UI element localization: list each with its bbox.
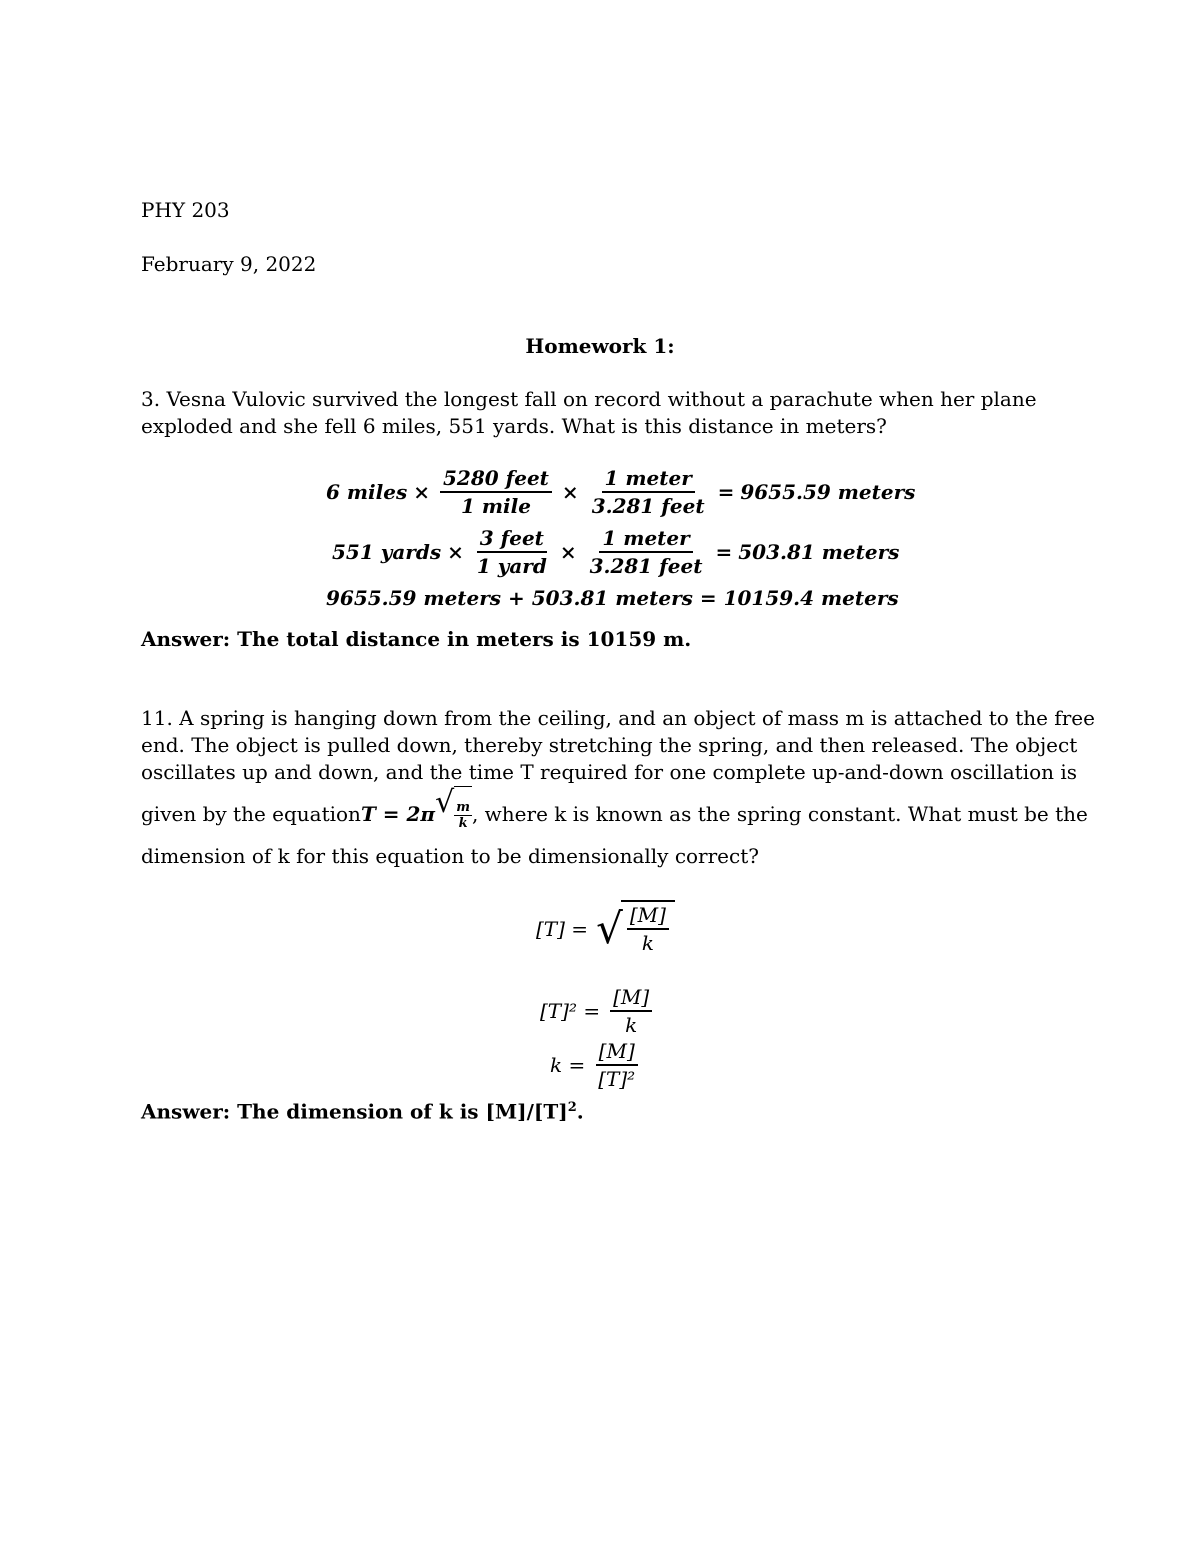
p11-eq3-fraction — [595, 1038, 638, 1092]
p11-eq2-numerator: [M] — [610, 984, 652, 1012]
eq1-result: 9655.59 meters — [740, 480, 916, 504]
eq2-lhs: 551 yards — [332, 540, 442, 564]
eq1-frac2-numerator: 1 meter — [602, 465, 695, 493]
eq1-times-2: × — [561, 480, 579, 504]
problem11-text-line4 — [141, 786, 1088, 841]
eq2-fraction-2 — [587, 525, 706, 579]
course-label: PHY 203 — [141, 198, 230, 222]
problem11-answer-sup: 2 — [567, 1100, 577, 1115]
p11-eq1-denominator: k — [641, 931, 654, 955]
eq1-frac1-denominator: 1 mile — [460, 494, 531, 518]
p11-eq1-numerator: [M] — [627, 902, 669, 930]
p11-eq1-lhs: [T] = — [536, 917, 589, 941]
problem3-equation-2 — [332, 525, 899, 579]
eq1-frac2-denominator: 3.281 feet — [591, 494, 705, 518]
problem11-text-line5: dimension of k for this equation to be dimensionally correct? — [141, 844, 759, 868]
p11-eq1-fraction — [627, 902, 669, 956]
p11-eq3-denominator: [T]² — [598, 1067, 636, 1091]
problem11-answer-text: Answer: The dimension of k is [M]/[T] — [141, 1099, 568, 1124]
date-label: February 9, 2022 — [141, 252, 317, 276]
inline-fraction — [454, 800, 472, 831]
eq1-equals: = — [717, 480, 735, 504]
inline-frac-numerator: m — [456, 800, 470, 815]
problem11-equation-3 — [550, 1038, 642, 1092]
eq1-fraction-2 — [589, 465, 708, 519]
eq2-result: 503.81 meters — [738, 540, 900, 564]
eq1-frac1-numerator: 5280 feet — [440, 465, 552, 493]
p11-eq2-denominator: k — [625, 1013, 638, 1037]
eq2-frac2-numerator: 1 meter — [599, 525, 692, 553]
problem3-text-line1: 3. Vesna Vulovic survived the longest fall on record without a parachute when her plane — [141, 387, 1037, 411]
p11-eq3-numerator: [M] — [596, 1038, 638, 1066]
eq1-times-1: × — [413, 480, 430, 504]
inline-sqrt — [435, 786, 472, 841]
page-title: Homework 1: — [525, 334, 675, 358]
problem3-answer: Answer: The total distance in meters is 10159 m. — [141, 627, 692, 651]
problem3-equation-3: 9655.59 meters + 503.81 meters = 10159.4 meters — [326, 586, 899, 610]
problem11-text-line2: end. The object is pulled down, thereby stretching the spring, and then released. The object — [141, 733, 1078, 757]
problem11-text-line3: oscillates up and down, and the time T required for one complete up-and-down oscillation is — [141, 760, 1078, 784]
eq2-frac1-numerator: 3 feet — [477, 525, 547, 553]
p11-eq1-sqrt — [596, 900, 675, 958]
eq2-equals: = — [715, 540, 733, 564]
eq1-lhs: 6 miles — [326, 480, 408, 504]
inline-equation-lhs: T = 2π — [360, 801, 436, 826]
problem11-line4-pre: given by the equation — [141, 801, 361, 826]
problem3-text-line2: exploded and she fell 6 miles, 551 yards. What is this distance in meters? — [141, 414, 887, 438]
eq2-times-2: × — [559, 540, 577, 564]
p11-eq2-lhs: [T]² = — [540, 999, 601, 1023]
problem11-answer — [141, 1094, 584, 1126]
p11-eq3-lhs: k = — [550, 1053, 586, 1077]
problem11-equation-1 — [536, 900, 675, 958]
problem11-text-line1: 11. A spring is hanging down from the ceiling, and an object of mass m is attached to the free — [141, 706, 1095, 730]
eq2-frac2-denominator: 3.281 feet — [589, 554, 703, 578]
eq1-fraction-1 — [440, 465, 552, 519]
problem3-equation-1 — [326, 465, 915, 519]
problem11-equation-2 — [540, 984, 656, 1038]
p11-eq2-fraction — [610, 984, 652, 1038]
inline-frac-denominator: k — [458, 816, 468, 831]
problem11-line4-post: , where k is known as the spring constant. What must be the — [471, 801, 1088, 826]
problem11-answer-end: . — [576, 1099, 584, 1124]
sqrt-sign-icon: √ — [596, 904, 623, 953]
eq2-times-1: × — [447, 540, 464, 564]
inline-sqrt-sign-icon: √ — [435, 785, 455, 820]
eq2-frac1-denominator: 1 yard — [476, 554, 547, 578]
eq2-fraction-1 — [474, 525, 550, 579]
